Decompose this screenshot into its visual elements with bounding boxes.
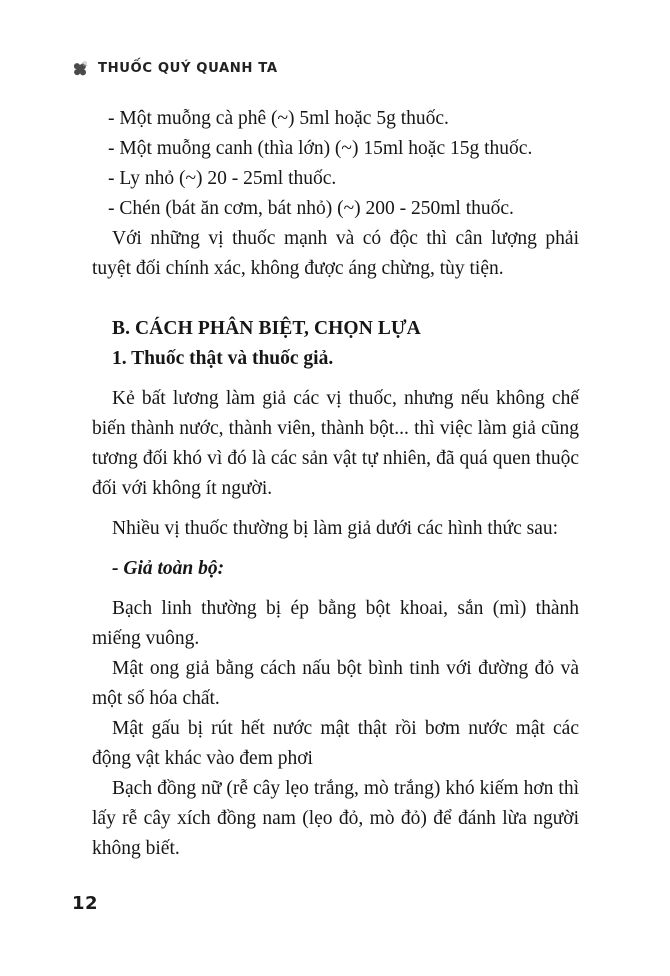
list-item: - Một muỗng canh (thìa lớn) (~) 15ml hoặc 15g thuốc. [108, 138, 533, 159]
paragraph-2: Nhiều vị thuốc thường bị làm giả dưới các hình thức sau: [112, 518, 559, 539]
header-title: THUỐC QUÝ QUANH TA [98, 61, 278, 77]
running-header [70, 58, 278, 80]
spacer [92, 504, 579, 514]
paragraph-3: Bạch linh thường bị ép bằng bột khoai, sắn (mì) thành miếng vuông. [92, 598, 579, 649]
paragraph-caution: Với những vị thuốc mạnh và có độc thì cân lượng phải tuyệt đối chính xác, không được áng chừng, tùy tiện. [92, 228, 579, 279]
paragraph-4: Mật ong giả bằng cách nấu bột bình tinh với đường đỏ và một số hóa chất. [92, 658, 579, 709]
list-item: - Ly nhỏ (~) 20 - 25ml thuốc. [108, 168, 337, 189]
spacer [92, 374, 579, 384]
clover-flower-ornament-icon [70, 59, 91, 80]
subsection-heading-b1: 1. Thuốc thật và thuốc giả. [112, 348, 334, 369]
section-heading-b: B. CÁCH PHÂN BIỆT, CHỌN LỰA [112, 318, 421, 339]
paragraph-6: Bạch đồng nữ (rễ cây lẹo trắng, mò trắng) khó kiếm hơn thì lấy rễ cây xích đồng nam (lẹo đỏ, mò đỏ) để đánh lừa người không biết. [92, 778, 579, 859]
page-content [92, 104, 579, 864]
spacer [92, 544, 579, 554]
spacer [92, 284, 579, 314]
page-number: 12 [72, 893, 99, 914]
list-item: - Một muỗng cà phê (~) 5ml hoặc 5g thuốc. [108, 108, 449, 129]
paragraph-1: Kẻ bất lương làm giả các vị thuốc, nhưng nếu không chế biến thành nước, thành viên, thành bột... thì việc làm giả cũng tương đối khó vì đó là các sản vật tự nhiên, đã quá quen thuộc đối với không ít người. [92, 388, 579, 499]
sub-heading-gia-toan-bo: - Giả toàn bộ: [112, 558, 225, 579]
list-item: - Chén (bát ăn cơm, bát nhỏ) (~) 200 - 250ml thuốc. [108, 198, 514, 219]
spacer [92, 584, 579, 594]
paragraph-5: Mật gấu bị rút hết nước mật thật rồi bơm nước mật các động vật khác vào đem phơi [92, 718, 579, 769]
